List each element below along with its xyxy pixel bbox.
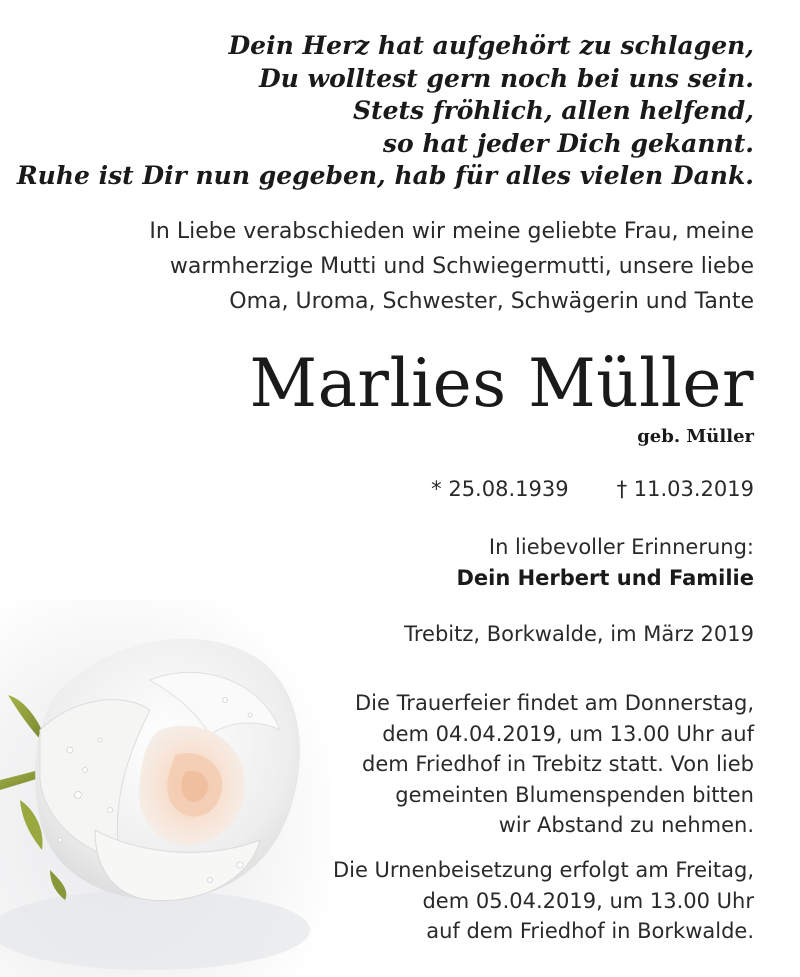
farewell-intro <box>149 214 754 319</box>
funeral-info <box>355 688 754 841</box>
deceased-name: Marlies Müller <box>249 345 754 422</box>
death-date: † 11.03.2019 <box>616 477 754 501</box>
funeral-line: gemeinten Blumenspenden bitten <box>395 782 754 807</box>
urn-burial-info <box>333 855 754 947</box>
memory-signature <box>456 532 754 594</box>
urn-line: dem 05.04.2019, um 13.00 Uhr <box>422 888 754 913</box>
poem <box>17 30 754 193</box>
intro-line: Oma, Uroma, Schwester, Schwägerin und Tante <box>229 289 754 314</box>
poem-line: so hat jeder Dich gekannt. <box>382 128 754 158</box>
white-rose-image <box>0 600 330 977</box>
memory-line: In liebevoller Erinnerung: <box>488 535 754 559</box>
funeral-line: Die Trauerfeier findet am Donnerstag, <box>354 691 754 715</box>
poem-line: Ruhe ist Dir nun gegeben, hab für alles vielen Dank. <box>16 161 754 190</box>
funeral-line: dem 04.04.2019, um 13.00 Uhr auf <box>382 721 754 746</box>
intro-line: warmherzige Mutti und Schwiegermutti, unsere liebe <box>169 254 754 279</box>
poem-line: Dein Herz hat aufgehört zu schlagen, <box>228 31 754 60</box>
place-date: Trebitz, Borkwalde, im März 2019 <box>404 622 754 646</box>
urn-line: auf dem Friedhof in Borkwalde. <box>426 919 754 943</box>
funeral-line: wir Abstand zu nehmen. <box>498 813 754 837</box>
urn-line: Die Urnenbeisetzung erfolgt am Freitag, <box>332 858 754 882</box>
intro-line: In Liebe verabschieden wir meine geliebte Frau, meine <box>149 219 754 244</box>
maiden-name: geb. Müller <box>637 426 754 447</box>
poem-line: Stets fröhlich, allen helfend, <box>353 96 754 125</box>
funeral-line: dem Friedhof in Trebitz statt. Von lieb <box>362 752 754 776</box>
life-dates <box>431 474 754 504</box>
poem-line: Du wolltest gern noch bei uns sein. <box>259 63 754 93</box>
birth-date: * 25.08.1939 <box>431 477 569 501</box>
family-signature: Dein Herbert und Familie <box>456 566 754 590</box>
